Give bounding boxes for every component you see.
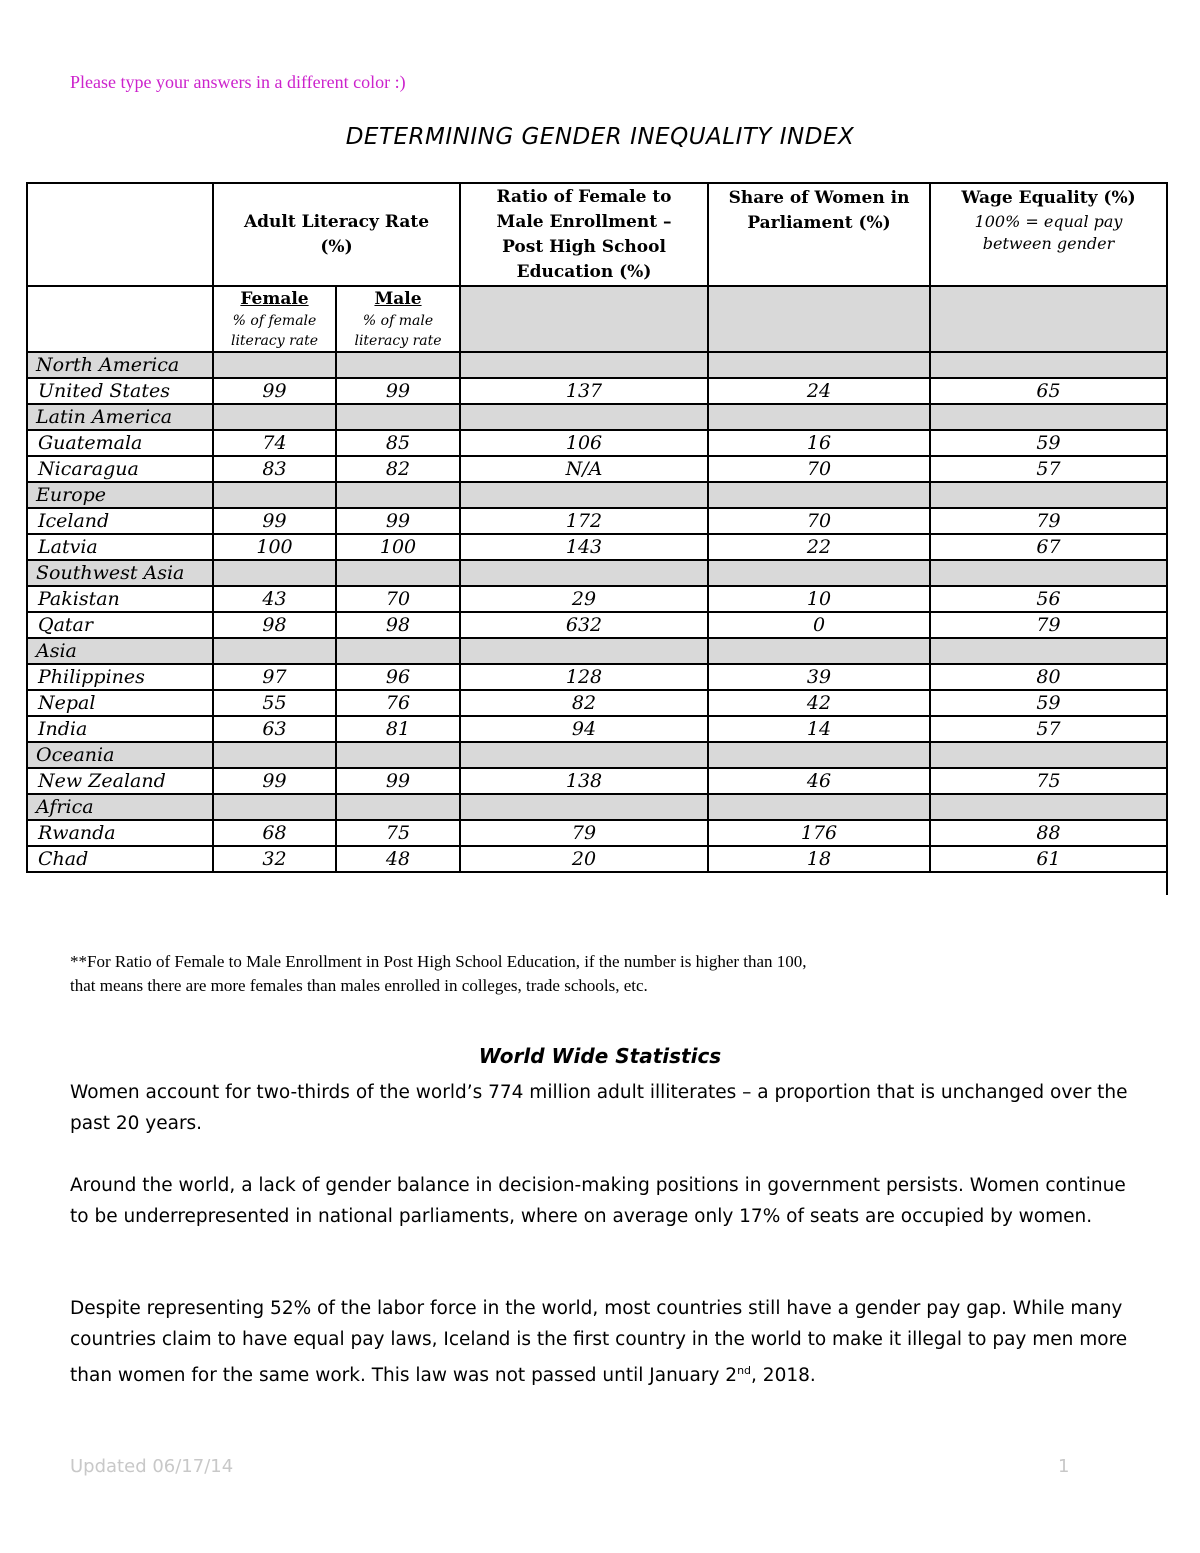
male-label: Male <box>374 289 422 309</box>
country-row <box>27 508 1167 534</box>
footnote-line1: **For Ratio of Female to Male Enrollment in Post High School Education, if the number is higher than 100, <box>70 952 807 971</box>
wage-header <box>930 183 1167 286</box>
region-name: Asia <box>27 638 213 664</box>
country-row <box>27 612 1167 638</box>
parliament-value: 24 <box>708 378 930 404</box>
region-parliament-cell[interactable] <box>708 794 930 820</box>
country-name: Rwanda <box>27 820 213 846</box>
region-enrollment-cell[interactable] <box>460 482 708 508</box>
wage-value: 59 <box>930 690 1167 716</box>
footnote <box>70 950 1130 998</box>
region-female-cell[interactable] <box>213 352 336 378</box>
male-value: 76 <box>336 690 460 716</box>
country-row <box>27 690 1167 716</box>
wage-value: 61 <box>930 846 1167 872</box>
female-value: 32 <box>213 846 336 872</box>
enrollment-value: 143 <box>460 534 708 560</box>
region-male-cell[interactable] <box>336 794 460 820</box>
stats-paragraph-3-main: Despite representing 52% of the labor force in the world, most countries still have a gender pay gap. While many countries claim to have equal pay laws, Iceland is the first country in the world to make it illegal to pay men more than women for the same work. This law was not passed until January 2 <box>70 1298 1128 1387</box>
male-value: 100 <box>336 534 460 560</box>
literacy-header-line1: Adult Literacy Rate <box>243 211 430 232</box>
wage-header-line1: Wage Equality (%) <box>961 188 1136 208</box>
region-wage-cell[interactable] <box>930 794 1167 820</box>
parliament-value: 176 <box>708 820 930 846</box>
country-name: Nicaragua <box>27 456 213 482</box>
female-value: 63 <box>213 716 336 742</box>
region-wage-cell[interactable] <box>930 482 1167 508</box>
male-value: 99 <box>336 768 460 794</box>
enrollment-answer-cell[interactable] <box>460 286 708 352</box>
region-name: North America <box>27 352 213 378</box>
country-row <box>27 534 1167 560</box>
parliament-value: 16 <box>708 430 930 456</box>
female-value: 43 <box>213 586 336 612</box>
region-female-cell[interactable] <box>213 404 336 430</box>
country-row <box>27 820 1167 846</box>
stats-title: World Wide Statistics <box>478 1044 722 1068</box>
parliament-value: 46 <box>708 768 930 794</box>
female-value: 100 <box>213 534 336 560</box>
country-name: Nepal <box>27 690 213 716</box>
male-desc2: literacy rate <box>354 333 442 349</box>
enrollment-value: 79 <box>460 820 708 846</box>
blank-subheader-cell <box>27 286 213 352</box>
parliament-value: 22 <box>708 534 930 560</box>
region-male-cell[interactable] <box>336 404 460 430</box>
country-name: Qatar <box>27 612 213 638</box>
region-enrollment-cell[interactable] <box>460 404 708 430</box>
wage-value: 56 <box>930 586 1167 612</box>
instruction-note: Please type your answers in a different color :) <box>70 72 406 92</box>
female-value: 83 <box>213 456 336 482</box>
male-value: 81 <box>336 716 460 742</box>
table-tail-cell <box>708 872 930 895</box>
wage-value: 79 <box>930 612 1167 638</box>
enrollment-value: 137 <box>460 378 708 404</box>
region-parliament-cell[interactable] <box>708 638 930 664</box>
region-row <box>27 560 1167 586</box>
region-enrollment-cell[interactable] <box>460 352 708 378</box>
region-row <box>27 638 1167 664</box>
wage-value: 59 <box>930 430 1167 456</box>
stats-paragraph-2: Around the world, a lack of gender balance in decision-making positions in government persists. Women continue to be underrepresented in national parliaments, where on average only 17% of seats are occupied by women. <box>70 1175 1126 1227</box>
wage-value: 80 <box>930 664 1167 690</box>
region-parliament-cell[interactable] <box>708 352 930 378</box>
region-row <box>27 794 1167 820</box>
country-row <box>27 846 1167 872</box>
wage-value: 79 <box>930 508 1167 534</box>
region-female-cell[interactable] <box>213 482 336 508</box>
region-row <box>27 404 1167 430</box>
country-name: Philippines <box>27 664 213 690</box>
region-wage-cell[interactable] <box>930 742 1167 768</box>
enrollment-header-line4: Education (%) <box>516 261 652 282</box>
gender-inequality-table <box>26 182 1168 895</box>
enrollment-value: 20 <box>460 846 708 872</box>
table-tail-cell <box>336 872 460 895</box>
region-wage-cell[interactable] <box>930 352 1167 378</box>
wage-value: 57 <box>930 456 1167 482</box>
region-female-cell[interactable] <box>213 638 336 664</box>
enrollment-value: 106 <box>460 430 708 456</box>
female-value: 99 <box>213 768 336 794</box>
male-desc1: % of male <box>362 313 434 329</box>
region-row <box>27 352 1167 378</box>
country-name: Chad <box>27 846 213 872</box>
country-row <box>27 430 1167 456</box>
country-row <box>27 716 1167 742</box>
enrollment-value: 632 <box>460 612 708 638</box>
country-row <box>27 664 1167 690</box>
parliament-value: 18 <box>708 846 930 872</box>
table-tail-row <box>27 872 1167 895</box>
enrollment-header-line1: Ratio of Female to <box>496 186 672 207</box>
region-row <box>27 482 1167 508</box>
country-row <box>27 586 1167 612</box>
male-value: 85 <box>336 430 460 456</box>
region-male-cell[interactable] <box>336 742 460 768</box>
region-female-cell[interactable] <box>213 794 336 820</box>
region-name: Africa <box>27 794 213 820</box>
female-label: Female <box>240 289 309 309</box>
table-tail-cell <box>460 872 708 895</box>
female-desc1: % of female <box>232 313 317 329</box>
enrollment-header-line3: Post High School <box>502 236 666 257</box>
wage-value: 67 <box>930 534 1167 560</box>
female-value: 97 <box>213 664 336 690</box>
region-wage-cell[interactable] <box>930 638 1167 664</box>
region-enrollment-cell[interactable] <box>460 638 708 664</box>
male-value: 82 <box>336 456 460 482</box>
wage-value: 65 <box>930 378 1167 404</box>
enrollment-value: 138 <box>460 768 708 794</box>
male-value: 99 <box>336 378 460 404</box>
female-subheader <box>213 286 336 352</box>
country-row <box>27 768 1167 794</box>
stats-paragraph-3-end: , 2018. <box>751 1365 816 1387</box>
footnote-line2: that means there are more females than males enrolled in colleges, trade schools, etc. <box>70 976 648 995</box>
region-parliament-cell[interactable] <box>708 742 930 768</box>
region-wage-cell[interactable] <box>930 560 1167 586</box>
region-wage-cell[interactable] <box>930 404 1167 430</box>
document-title: DETERMINING GENDER INEQUALITY INDEX <box>345 124 855 150</box>
enrollment-value: 128 <box>460 664 708 690</box>
country-name: New Zealand <box>27 768 213 794</box>
parliament-value: 70 <box>708 456 930 482</box>
literacy-header <box>213 183 460 286</box>
male-value: 99 <box>336 508 460 534</box>
female-value: 55 <box>213 690 336 716</box>
country-name: Guatemala <box>27 430 213 456</box>
enrollment-value: 82 <box>460 690 708 716</box>
region-female-cell[interactable] <box>213 560 336 586</box>
page-number: 1 <box>1058 1456 1070 1477</box>
enrollment-header <box>460 183 708 286</box>
male-value: 96 <box>336 664 460 690</box>
male-subheader <box>336 286 460 352</box>
header-row <box>27 183 1167 286</box>
region-name: Oceania <box>27 742 213 768</box>
region-male-cell[interactable] <box>336 638 460 664</box>
enrollment-value: 172 <box>460 508 708 534</box>
region-parliament-cell[interactable] <box>708 404 930 430</box>
parliament-header-line1: Share of Women in <box>728 188 910 208</box>
table-tail-cell <box>213 872 336 895</box>
region-name: Latin America <box>27 404 213 430</box>
enrollment-header-line2: Male Enrollment – <box>496 211 672 232</box>
female-value: 99 <box>213 508 336 534</box>
region-enrollment-cell[interactable] <box>460 794 708 820</box>
parliament-value: 70 <box>708 508 930 534</box>
table-tail-cell <box>27 872 213 895</box>
stats-paragraph-1: Women account for two-thirds of the world’s 774 million adult illiterates – a proportion that is unchanged over the past 20 years. <box>70 1082 1128 1134</box>
wage-header-note1: 100% = equal pay <box>974 212 1123 231</box>
male-value: 48 <box>336 846 460 872</box>
parliament-value: 10 <box>708 586 930 612</box>
region-enrollment-cell[interactable] <box>460 742 708 768</box>
wage-value: 88 <box>930 820 1167 846</box>
female-value: 74 <box>213 430 336 456</box>
literacy-header-line2: (%) <box>320 236 353 257</box>
country-name: Pakistan <box>27 586 213 612</box>
female-value: 99 <box>213 378 336 404</box>
parliament-value: 14 <box>708 716 930 742</box>
footer-date: Updated 06/17/14 <box>70 1456 234 1477</box>
enrollment-value: N/A <box>460 456 708 482</box>
parliament-value: 0 <box>708 612 930 638</box>
country-name: Iceland <box>27 508 213 534</box>
male-value: 75 <box>336 820 460 846</box>
enrollment-value: 94 <box>460 716 708 742</box>
blank-header-cell <box>27 183 213 286</box>
region-parliament-cell[interactable] <box>708 482 930 508</box>
country-name: India <box>27 716 213 742</box>
stats-paragraph-3 <box>70 1293 1145 1391</box>
region-male-cell[interactable] <box>336 352 460 378</box>
region-row <box>27 742 1167 768</box>
male-value: 70 <box>336 586 460 612</box>
table-tail-cell <box>930 872 1167 895</box>
parliament-header <box>708 183 930 286</box>
parliament-header-line2: Parliament (%) <box>747 213 891 233</box>
wage-answer-cell[interactable] <box>930 286 1167 352</box>
parliament-value: 39 <box>708 664 930 690</box>
region-male-cell[interactable] <box>336 482 460 508</box>
region-enrollment-cell[interactable] <box>460 560 708 586</box>
country-row <box>27 378 1167 404</box>
wage-value: 75 <box>930 768 1167 794</box>
male-value: 98 <box>336 612 460 638</box>
female-value: 68 <box>213 820 336 846</box>
ordinal-suffix: nd <box>737 1364 752 1377</box>
region-male-cell[interactable] <box>336 560 460 586</box>
region-female-cell[interactable] <box>213 742 336 768</box>
enrollment-value: 29 <box>460 586 708 612</box>
region-name: Southwest Asia <box>27 560 213 586</box>
female-value: 98 <box>213 612 336 638</box>
parliament-answer-cell[interactable] <box>708 286 930 352</box>
parliament-value: 42 <box>708 690 930 716</box>
subheader-row <box>27 286 1167 352</box>
wage-value: 57 <box>930 716 1167 742</box>
region-parliament-cell[interactable] <box>708 560 930 586</box>
female-desc2: literacy rate <box>230 333 319 349</box>
country-name: Latvia <box>27 534 213 560</box>
country-name: United States <box>27 378 213 404</box>
wage-header-note2: between gender <box>982 234 1115 253</box>
region-name: Europe <box>27 482 213 508</box>
country-row <box>27 456 1167 482</box>
